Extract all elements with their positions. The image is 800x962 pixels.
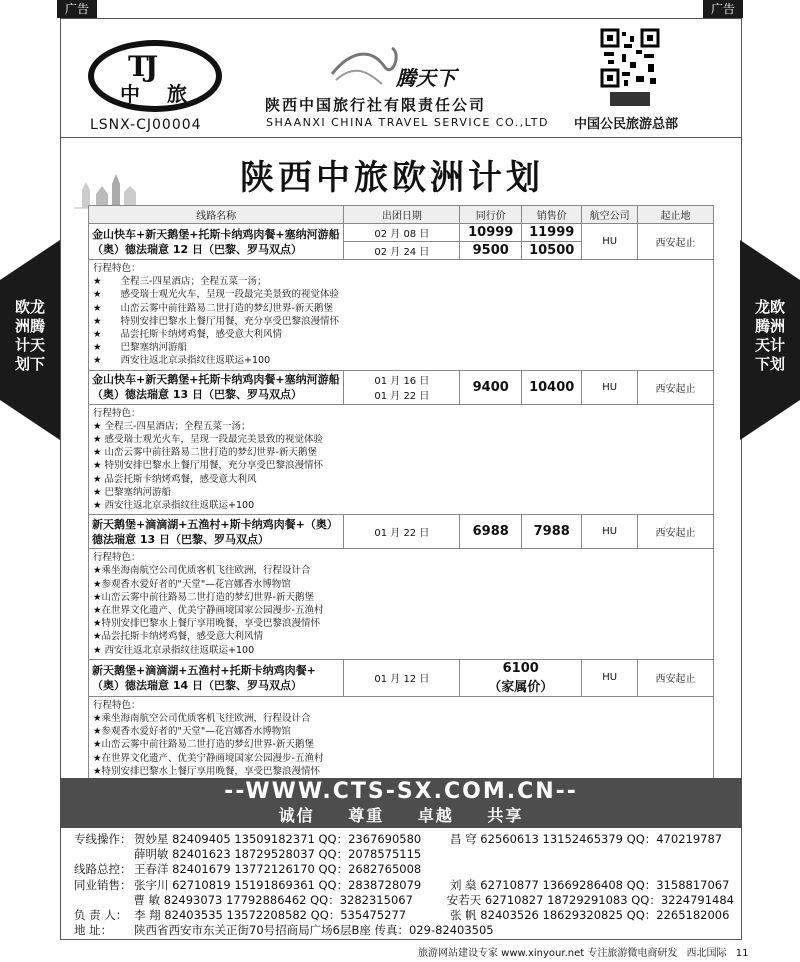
contact-label: 负 责 人： [74,908,128,923]
departure-date: 02 月 24 日 [344,242,460,260]
features-row [89,260,714,371]
feature-item: ★ 全程三-四星酒店；全程五菜一汤； [93,420,251,432]
contact-label: 同业销售： [74,877,132,892]
airline: HU [582,370,638,404]
qr-code-icon [600,28,660,110]
feature-item: ★ 西安往返北京录指纹往返联运+100 [93,355,271,367]
side-banner-left-line: 计天 [14,336,45,354]
contact-row [74,923,734,938]
peer-price: 10999 [460,224,522,242]
side-banner-left-line: 划下 [14,355,45,373]
ad-label-left: 广告 [57,0,97,18]
contact-entry: 王春洋 82401679 13772126170 QQ：2682765008 [134,862,422,877]
feature-item: ★ 山峦云雾中前往路易二世打造的梦幻世界-新天鹅堡 [93,447,317,459]
feature-item: ★在世界文化遗产、优美宁静画境国家公园漫步-五渔村 [93,605,324,617]
feature-item: ★品尝托斯卡纳烤鸡餐，感受意大利风情 [93,631,264,643]
route-name: 金山快车+新天鹅堡+托斯卡纳鸡肉餐+塞纳河游船（奥）德法瑞意 13 日（巴黎、罗马双点） [89,370,344,404]
price-note: （家属价） [488,679,554,695]
features-row [89,549,714,660]
company-name-en: SHAANXI CHINA TRAVEL SERVICE CO.,LTD [266,116,549,129]
airline: HU [582,515,638,549]
contact-row [74,862,734,877]
features-title: 行程特色： [93,407,141,419]
contact-list [74,832,734,938]
contact-label: 线路总控： [74,862,132,877]
side-banner-right-line: 腾洲 [754,317,785,335]
table-row [89,224,714,242]
peer-price: 9500 [460,242,522,260]
feature-item: ★山峦云雾中前往路易二世打造的梦幻世界-新天鹅堡 [93,739,314,751]
feature-item: ★ 品尝托斯卡纳烤鸡餐，感受意大利风 [93,473,257,485]
ad-label-right: 广告 [703,0,743,18]
contact-entry: 曹 敏 82493073 17792886462 QQ：3282315067 [133,892,413,907]
feature-item: ★山峦云雾中前往路易二世打造的梦幻世界-新天鹅堡 [93,591,314,603]
contact-label: 专线操作： [74,832,132,846]
origin: 西安起止 [638,515,714,549]
feature-item: ★乘坐海南航空公司优质客机飞往欧洲，行程设计合 [93,713,311,725]
tour-table [88,205,714,808]
developer-credit: 旅游网站建设专家 www.xinyour.net 专注旅游微电商研发 [418,948,678,959]
contact-label: 地 址： [74,923,113,938]
airline: HU [582,659,638,696]
airline: HU [582,224,638,260]
feature-item: ★ 感受瑞士观光火车，呈现一段最完美景致的视觉体验 [93,434,324,446]
table-row [89,370,714,404]
route-name: 金山快车+新天鹅堡+托斯卡纳鸡肉餐+塞纳河游船（奥）德法瑞意 12 日（巴黎、罗马双点） [89,224,344,260]
side-banner-left-line: 洲腾 [14,317,45,335]
feature-item: ★参观香水爱好者的"天堂"—花宫娜香水博物馆 [93,726,291,738]
departure-date: 01 月 12 日 [344,659,460,696]
address: 陕西省西安市东关正街70号招商局广场6层B座 传真：029-82403505 [134,923,494,938]
departure-date: 02 月 08 日 [344,224,460,242]
column-header: 线路名称 [89,206,344,224]
contact-label [74,847,134,862]
departure-date: 01 月 22 日 [344,515,460,549]
route-name: 新天鹅堡+滴滴湖+五渔村+斯卡纳鸡肉餐+（奥）德法瑞意 13 日（巴黎、罗马双点） [89,515,344,549]
table-row [89,515,714,549]
peer-price: 6988 [460,515,522,549]
side-banner-right [740,298,800,374]
origin: 西安起止 [638,370,714,404]
route-features [89,549,714,660]
contact-row [74,832,734,847]
page-number: 11 [735,948,749,959]
column-header: 航空公司 [582,206,638,224]
features-row [89,404,714,515]
feature-item: ★ 巴黎塞纳河游船 [93,342,188,354]
column-header: 销售价 [522,206,582,224]
feature-item: ★特别安排巴黎水上餐厅享用晚餐，享受巴黎浪漫情怀 [93,618,321,630]
page-title: 陕西中旅欧洲计划 [240,158,544,198]
feature-item: ★ 西安往返北京录指纹往返联运+100 [93,500,255,512]
contact-entry: 薛明敏 82401623 18729528037 QQ：2078575115 [134,847,422,862]
contact-entry: 安若天 62710827 18729291083 QQ：3224791484 [446,892,734,907]
side-banner-right-line: 下划 [754,355,785,373]
contact-entry: 昌 穹 62560613 13152465379 QQ：470219787 [450,832,723,846]
logo-text: 中 旅 [120,82,197,106]
side-banner-right-line: 龙欧 [754,298,785,316]
company-name-cn: 陕西中国旅行社有限责任公司 [265,96,487,114]
contact-entry: 贺妙星 82409405 13509182371 QQ：2367690580 [134,832,422,846]
website-url[interactable]: --WWW.CTS-SX.COM.CN-- [224,779,578,804]
logo-letters: TJ [128,50,155,83]
side-banner-left [0,298,60,374]
feature-item: ★乘坐海南航空公司优质客机飞往欧洲，行程设计合 [93,565,311,577]
contact-entry: 张 帆 82403526 18629320825 QQ：2265182006 [450,908,730,923]
license-number: LSNX-CJ00004 [90,117,202,133]
header [60,18,742,138]
route-features [89,404,714,515]
feature-item: ★ 巴黎塞纳河游船 [93,486,172,498]
company-slogan: 诚信 尊重 卓越 共享 [278,806,524,825]
contact-entry: 张宇川 62710819 15191869361 QQ：2838728079 [134,877,422,892]
feature-item: ★ 感受瑞士观光火车，呈现一段最完美景致的视觉体验 [93,289,340,301]
peer-price: 6100 [502,660,539,676]
departure-date: 01 月 22 日 [374,391,430,403]
side-banner-right-line: 天计 [754,336,785,354]
feature-item: ★ 特别安排巴黎水上餐厅用餐，充分享受巴黎浪漫情怀 [93,460,324,472]
footer [418,944,754,959]
contact-row [74,908,734,923]
features-title: 行程特色： [93,552,141,564]
sale-price: 7988 [522,515,582,549]
publisher-name: 西北国际 [686,948,727,959]
route-features [89,260,714,371]
feature-item: ★ 品尝托斯卡纳烤鸡餐，感受意大利风情 [93,329,283,341]
sale-price: 11999 [522,224,582,242]
origin: 西安起止 [638,224,714,260]
sale-price: 10400 [522,370,582,404]
table-header-row [89,206,714,224]
contact-row [74,893,734,908]
feature-item: ★ 特别安排巴黎水上餐厅用餐，充分享受巴黎浪漫情怀 [93,315,340,327]
feature-item: ★在世界文化遗产、优美宁静画境国家公园漫步-五渔村 [93,752,324,764]
departure-date: 01 月 16 日 [374,376,430,388]
column-header: 起止地 [638,206,714,224]
features-title: 行程特色： [93,263,141,274]
table-row [89,659,714,696]
column-header: 同行价 [460,206,522,224]
sale-price: 10500 [522,242,582,260]
origin: 西安起止 [638,659,714,696]
side-banner-left-line: 欧龙 [14,298,45,316]
family-price [460,659,582,696]
castle-illustration-icon [72,170,144,210]
website-banner [60,778,742,828]
departure-dates [344,370,460,404]
brand-slogan: 腾天下 [396,66,456,90]
contact-entry: 李 翔 82403535 13572208582 QQ：535475277 [134,908,407,923]
feature-item: ★ 全程三-四星酒店；全程五菜一汤； [93,276,267,288]
contact-row [74,847,734,862]
contact-entry: 刘 燊 62710877 13669286408 QQ：3158817067 [450,877,730,892]
peer-price: 9400 [460,370,522,404]
feature-item: ★参观香水爱好者的"天堂"—花宫娜香水博物馆 [93,578,291,590]
feature-item: ★ 山峦云雾中前往路易二世打造的梦幻世界-新天鹅堡 [93,302,333,314]
contact-label [74,893,133,908]
route-name: 新天鹅堡+滴滴湖+五渔村+托斯卡纳鸡肉餐+（奥）德法瑞意 14 日（巴黎、罗马双点） [89,659,344,696]
column-header: 出团日期 [344,206,460,224]
cts-logo [88,40,222,112]
qr-caption: 中国公民旅游总部 [574,117,679,132]
contact-row [74,878,734,893]
feature-item: ★ 西安往返北京录指纹往返联运+100 [93,644,255,656]
feature-item: ★特别安排巴黎水上餐厅享用晚餐，享受巴黎浪漫情怀 [93,765,321,777]
features-title: 行程特色： [93,699,141,711]
